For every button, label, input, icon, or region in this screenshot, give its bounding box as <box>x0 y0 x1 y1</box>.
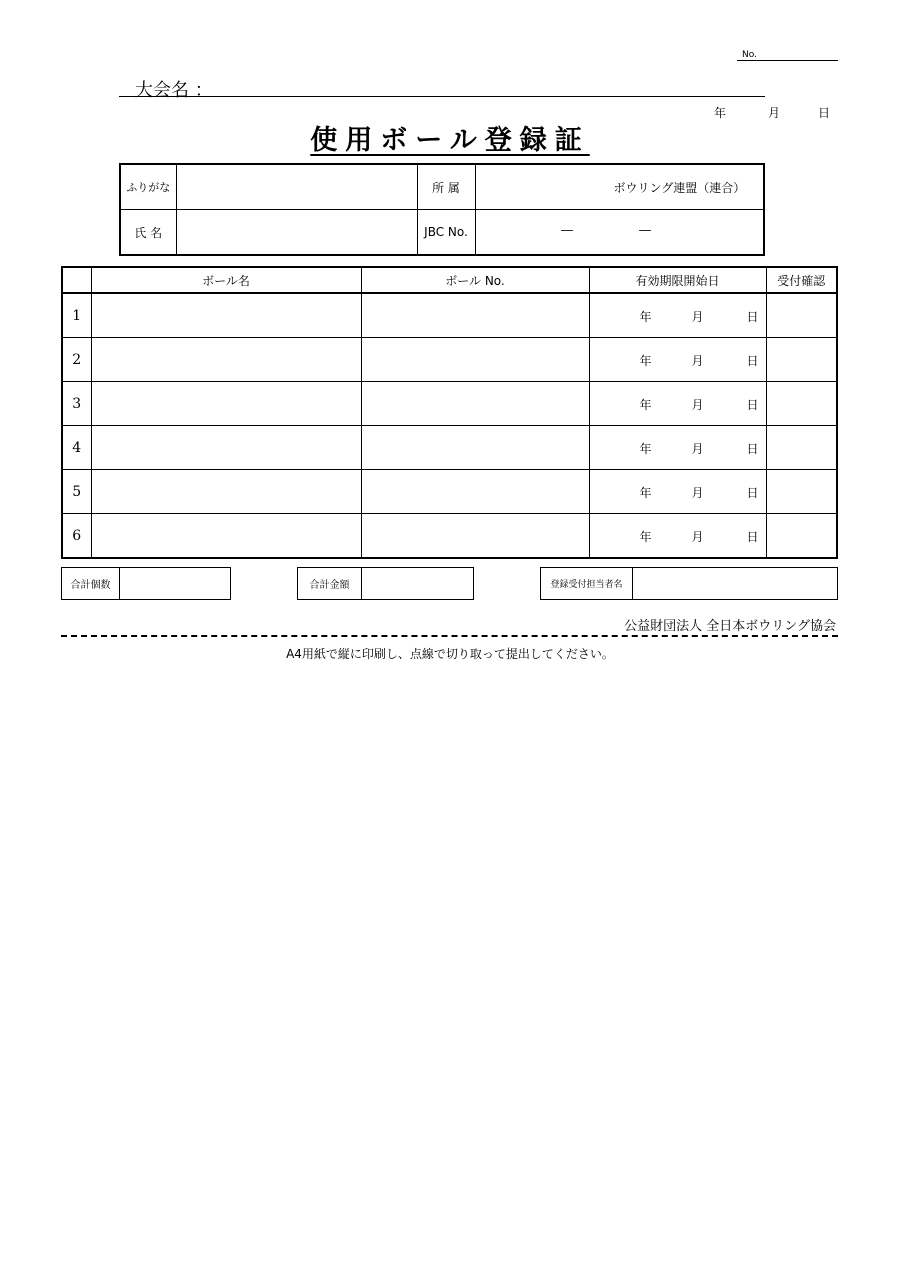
cut-line <box>61 635 838 637</box>
month-label: 月 <box>691 310 704 324</box>
ball-no-cell[interactable] <box>361 426 589 470</box>
row-index: 5 <box>62 470 91 514</box>
year-label: 年 <box>639 354 652 368</box>
ball-name-cell[interactable] <box>91 338 361 382</box>
staff-box <box>540 567 838 600</box>
staff-field[interactable] <box>633 568 837 599</box>
table-row <box>62 293 837 338</box>
total-amount-field[interactable] <box>362 568 473 599</box>
name-label: 氏 名 <box>120 210 176 256</box>
day-label: 日 <box>746 310 759 324</box>
confirmation-cell[interactable] <box>766 382 837 426</box>
table-row <box>62 514 837 559</box>
header-confirmation: 受付確認 <box>766 267 837 293</box>
year-label: 年 <box>639 486 652 500</box>
name-field[interactable] <box>176 210 417 256</box>
month-label: 月 <box>691 442 704 456</box>
start-date-cell[interactable] <box>589 426 766 470</box>
date-year-label: 年 <box>714 106 727 120</box>
day-label: 日 <box>746 530 759 544</box>
day-label: 日 <box>746 354 759 368</box>
row-index: 3 <box>62 382 91 426</box>
start-date-cell[interactable] <box>589 470 766 514</box>
organization-name: 公益財団法人 全日本ボウリング協会 <box>624 619 836 634</box>
header-start-date: 有効期限開始日 <box>589 267 766 293</box>
confirmation-cell[interactable] <box>766 426 837 470</box>
jbc-field[interactable] <box>475 210 764 256</box>
row-index: 1 <box>62 293 91 338</box>
ball-no-cell[interactable] <box>361 293 589 338</box>
table-row <box>62 338 837 382</box>
total-count-label: 合計個数 <box>62 568 120 599</box>
date-month-label: 月 <box>768 106 781 120</box>
confirmation-cell[interactable] <box>766 338 837 382</box>
ball-name-cell[interactable] <box>91 382 361 426</box>
ball-name-cell[interactable] <box>91 426 361 470</box>
ball-name-cell[interactable] <box>91 293 361 338</box>
header-ball-no: ボール No. <box>361 267 589 293</box>
confirmation-cell[interactable] <box>766 514 837 559</box>
jbc-label: JBC No. <box>417 210 475 256</box>
table-header-row <box>62 267 837 293</box>
print-instruction: A4用紙で縦に印刷し、点線で切り取って提出してください。 <box>286 647 614 661</box>
tournament-label: 大会名 ： <box>135 80 213 101</box>
confirmation-cell[interactable] <box>766 470 837 514</box>
furigana-field[interactable] <box>176 164 417 210</box>
date-day-label: 日 <box>818 106 831 120</box>
total-count-field[interactable] <box>120 568 230 599</box>
year-label: 年 <box>639 310 652 324</box>
year-label: 年 <box>639 530 652 544</box>
table-row <box>62 470 837 514</box>
furigana-label: ふりがな <box>120 164 176 210</box>
jbc-dash-1: — <box>560 223 574 238</box>
start-date-cell[interactable] <box>589 293 766 338</box>
total-amount-label: 合計金額 <box>298 568 362 599</box>
row-index: 4 <box>62 426 91 470</box>
confirmation-cell[interactable] <box>766 293 837 338</box>
table-row <box>62 426 837 470</box>
start-date-cell[interactable] <box>589 338 766 382</box>
affiliation-field[interactable] <box>475 164 764 210</box>
day-label: 日 <box>746 486 759 500</box>
day-label: 日 <box>746 398 759 412</box>
row-index: 2 <box>62 338 91 382</box>
month-label: 月 <box>691 398 704 412</box>
year-label: 年 <box>639 398 652 412</box>
total-amount-box <box>297 567 474 600</box>
month-label: 月 <box>691 486 704 500</box>
ball-name-cell[interactable] <box>91 470 361 514</box>
start-date-cell[interactable] <box>589 382 766 426</box>
no-label: No. <box>742 50 757 60</box>
day-label: 日 <box>746 442 759 456</box>
header-index <box>62 267 91 293</box>
ball-no-cell[interactable] <box>361 338 589 382</box>
ball-no-cell[interactable] <box>361 514 589 559</box>
staff-label: 登録受付担当者名 <box>541 568 633 599</box>
no-field-line[interactable] <box>737 60 838 61</box>
ball-name-cell[interactable] <box>91 514 361 559</box>
row-index: 6 <box>62 514 91 559</box>
ball-no-cell[interactable] <box>361 470 589 514</box>
month-label: 月 <box>691 354 704 368</box>
header-ball-name: ボール名 <box>91 267 361 293</box>
ball-registration-table <box>61 266 838 559</box>
month-label: 月 <box>691 530 704 544</box>
jbc-dash-2: — <box>638 223 652 238</box>
start-date-cell[interactable] <box>589 514 766 559</box>
applicant-info-table <box>119 163 765 256</box>
affiliation-label: 所 属 <box>417 164 475 210</box>
table-row <box>62 382 837 426</box>
ball-no-cell[interactable] <box>361 382 589 426</box>
total-count-box <box>61 567 231 600</box>
affiliation-suffix: ボウリング連盟（連合） <box>613 180 746 195</box>
page-title: 使用ボール登録証 <box>310 125 590 156</box>
tournament-field-line[interactable] <box>119 96 765 97</box>
year-label: 年 <box>639 442 652 456</box>
